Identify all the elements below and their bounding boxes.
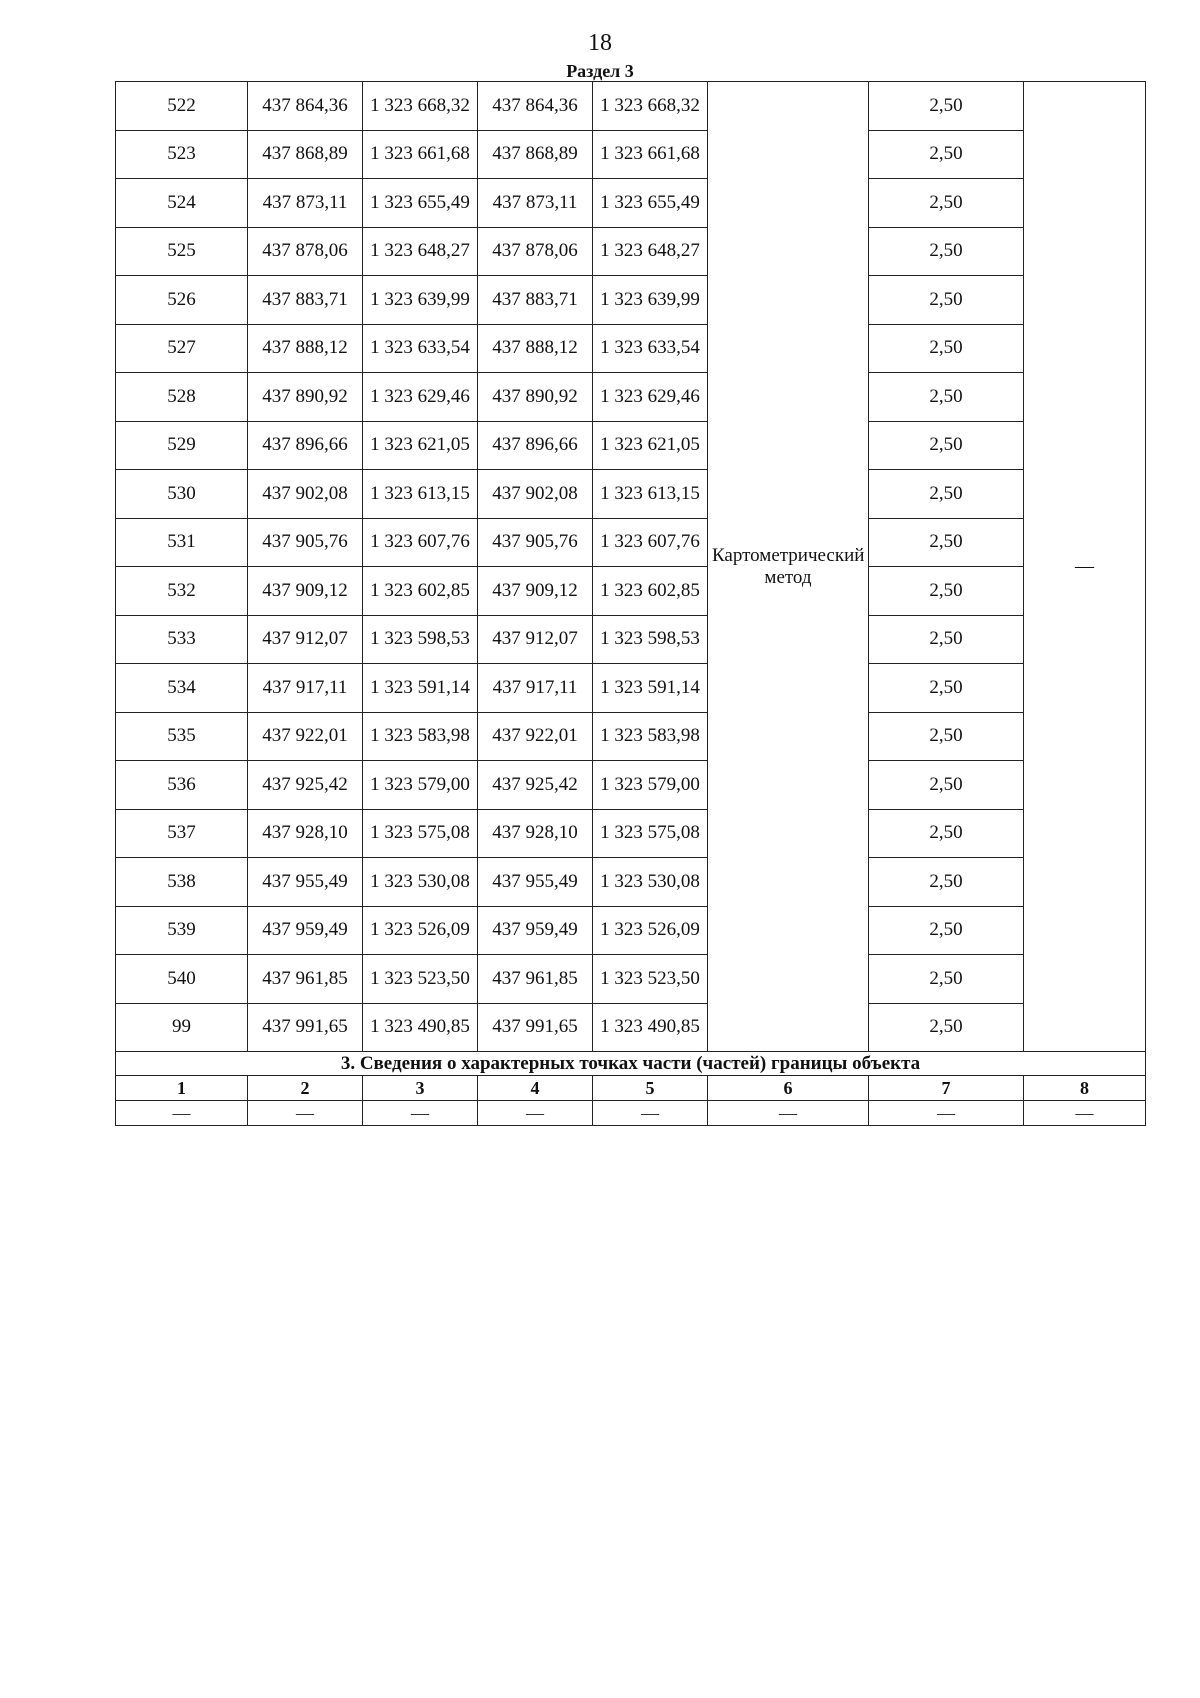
x-coordinate-cell: 437 890,92 [248, 373, 363, 422]
accuracy-cell: 2,50 [869, 130, 1024, 179]
x-coordinate-cell: 437 928,10 [248, 809, 363, 858]
accuracy-cell: 2,50 [869, 227, 1024, 276]
point-number-cell: 538 [116, 858, 248, 907]
y-coordinate-cell: 1 323 633,54 [593, 324, 708, 373]
x-coordinate-cell: 437 909,12 [248, 567, 363, 616]
table-row [116, 761, 1146, 810]
table-row [116, 615, 1146, 664]
x-coordinate-cell: 437 912,07 [248, 615, 363, 664]
table-row [116, 664, 1146, 713]
x-coordinate-cell: 437 922,01 [248, 712, 363, 761]
column-number: 6 [708, 1076, 869, 1101]
x-coordinate-cell: 437 959,49 [478, 906, 593, 955]
x-coordinate-cell: 437 912,07 [478, 615, 593, 664]
x-coordinate-cell: 437 896,66 [478, 421, 593, 470]
x-coordinate-cell: 437 902,08 [478, 470, 593, 519]
point-number-cell: 525 [116, 227, 248, 276]
accuracy-cell: 2,50 [869, 567, 1024, 616]
x-coordinate-cell: 437 905,76 [478, 518, 593, 567]
point-number-cell: 529 [116, 421, 248, 470]
x-coordinate-cell: 437 883,71 [248, 276, 363, 325]
table-row [116, 276, 1146, 325]
point-number-cell: 523 [116, 130, 248, 179]
x-coordinate-cell: 437 864,36 [248, 82, 363, 131]
column-number-row [116, 1076, 1146, 1101]
y-coordinate-cell: 1 323 633,54 [363, 324, 478, 373]
empty-cell: — [1024, 1101, 1146, 1126]
x-coordinate-cell: 437 905,76 [248, 518, 363, 567]
point-number-cell: 530 [116, 470, 248, 519]
y-coordinate-cell: 1 323 668,32 [593, 82, 708, 131]
y-coordinate-cell: 1 323 490,85 [593, 1003, 708, 1052]
point-number-cell: 526 [116, 276, 248, 325]
y-coordinate-cell: 1 323 639,99 [363, 276, 478, 325]
x-coordinate-cell: 437 955,49 [478, 858, 593, 907]
y-coordinate-cell: 1 323 621,05 [363, 421, 478, 470]
x-coordinate-cell: 437 888,12 [478, 324, 593, 373]
accuracy-cell: 2,50 [869, 858, 1024, 907]
accuracy-cell: 2,50 [869, 421, 1024, 470]
accuracy-cell: 2,50 [869, 1003, 1024, 1052]
y-coordinate-cell: 1 323 591,14 [593, 664, 708, 713]
section3-heading-row [116, 1052, 1146, 1076]
y-coordinate-cell: 1 323 629,46 [363, 373, 478, 422]
empty-cell: — [708, 1101, 869, 1126]
coordinates-table-body [116, 82, 1146, 1126]
y-coordinate-cell: 1 323 655,49 [593, 179, 708, 228]
accuracy-cell: 2,50 [869, 518, 1024, 567]
point-number-cell: 535 [116, 712, 248, 761]
description-cell: — [1024, 82, 1146, 1052]
point-number-cell: 533 [116, 615, 248, 664]
x-coordinate-cell: 437 873,11 [248, 179, 363, 228]
y-coordinate-cell: 1 323 523,50 [363, 955, 478, 1004]
x-coordinate-cell: 437 961,85 [478, 955, 593, 1004]
y-coordinate-cell: 1 323 613,15 [363, 470, 478, 519]
accuracy-cell: 2,50 [869, 470, 1024, 519]
point-number-cell: 532 [116, 567, 248, 616]
y-coordinate-cell: 1 323 523,50 [593, 955, 708, 1004]
y-coordinate-cell: 1 323 583,98 [593, 712, 708, 761]
y-coordinate-cell: 1 323 602,85 [363, 567, 478, 616]
empty-cell: — [593, 1101, 708, 1126]
point-number-cell: 522 [116, 82, 248, 131]
x-coordinate-cell: 437 902,08 [248, 470, 363, 519]
empty-cell: — [869, 1101, 1024, 1126]
point-number-cell: 539 [116, 906, 248, 955]
y-coordinate-cell: 1 323 526,09 [593, 906, 708, 955]
accuracy-cell: 2,50 [869, 179, 1024, 228]
table-row [116, 373, 1146, 422]
x-coordinate-cell: 437 925,42 [248, 761, 363, 810]
x-coordinate-cell: 437 955,49 [248, 858, 363, 907]
y-coordinate-cell: 1 323 598,53 [593, 615, 708, 664]
point-number-cell: 540 [116, 955, 248, 1004]
point-number-cell: 528 [116, 373, 248, 422]
column-number: 5 [593, 1076, 708, 1101]
table-row [116, 1003, 1146, 1052]
x-coordinate-cell: 437 991,65 [248, 1003, 363, 1052]
table-row [116, 82, 1146, 131]
x-coordinate-cell: 437 917,11 [248, 664, 363, 713]
accuracy-cell: 2,50 [869, 761, 1024, 810]
table-row [116, 518, 1146, 567]
x-coordinate-cell: 437 878,06 [478, 227, 593, 276]
table-row [116, 858, 1146, 907]
x-coordinate-cell: 437 922,01 [478, 712, 593, 761]
empty-cell: — [116, 1101, 248, 1126]
x-coordinate-cell: 437 959,49 [248, 906, 363, 955]
y-coordinate-cell: 1 323 530,08 [593, 858, 708, 907]
table-row [116, 324, 1146, 373]
table-row [116, 712, 1146, 761]
point-number-cell: 524 [116, 179, 248, 228]
accuracy-cell: 2,50 [869, 615, 1024, 664]
y-coordinate-cell: 1 323 575,08 [363, 809, 478, 858]
table-row [116, 421, 1146, 470]
point-number-cell: 534 [116, 664, 248, 713]
accuracy-cell: 2,50 [869, 324, 1024, 373]
point-number-cell: 537 [116, 809, 248, 858]
y-coordinate-cell: 1 323 668,32 [363, 82, 478, 131]
coordinates-table [115, 81, 1146, 1126]
x-coordinate-cell: 437 868,89 [248, 130, 363, 179]
x-coordinate-cell: 437 909,12 [478, 567, 593, 616]
table-row [116, 179, 1146, 228]
y-coordinate-cell: 1 323 639,99 [593, 276, 708, 325]
y-coordinate-cell: 1 323 648,27 [363, 227, 478, 276]
x-coordinate-cell: 437 888,12 [248, 324, 363, 373]
empty-cell: — [478, 1101, 593, 1126]
x-coordinate-cell: 437 925,42 [478, 761, 593, 810]
table-row [116, 567, 1146, 616]
y-coordinate-cell: 1 323 579,00 [593, 761, 708, 810]
method-cell: Картометрический метод [708, 82, 869, 1052]
empty-cell: — [248, 1101, 363, 1126]
column-number: 4 [478, 1076, 593, 1101]
x-coordinate-cell: 437 928,10 [478, 809, 593, 858]
accuracy-cell: 2,50 [869, 955, 1024, 1004]
y-coordinate-cell: 1 323 602,85 [593, 567, 708, 616]
column-number: 2 [248, 1076, 363, 1101]
point-number-cell: 527 [116, 324, 248, 373]
x-coordinate-cell: 437 896,66 [248, 421, 363, 470]
table-row [116, 955, 1146, 1004]
y-coordinate-cell: 1 323 598,53 [363, 615, 478, 664]
table-row [116, 906, 1146, 955]
accuracy-cell: 2,50 [869, 373, 1024, 422]
point-number-cell: 99 [116, 1003, 248, 1052]
y-coordinate-cell: 1 323 583,98 [363, 712, 478, 761]
x-coordinate-cell: 437 890,92 [478, 373, 593, 422]
accuracy-cell: 2,50 [869, 664, 1024, 713]
y-coordinate-cell: 1 323 613,15 [593, 470, 708, 519]
page-number: 18 [588, 30, 612, 56]
y-coordinate-cell: 1 323 579,00 [363, 761, 478, 810]
x-coordinate-cell: 437 873,11 [478, 179, 593, 228]
point-number-cell: 536 [116, 761, 248, 810]
x-coordinate-cell: 437 868,89 [478, 130, 593, 179]
table-row [116, 130, 1146, 179]
column-number: 3 [363, 1076, 478, 1101]
section3-heading: 3. Сведения о характерных точках части (частей) границы объекта [116, 1052, 1146, 1076]
table-row [116, 470, 1146, 519]
accuracy-cell: 2,50 [869, 906, 1024, 955]
column-number: 7 [869, 1076, 1024, 1101]
x-coordinate-cell: 437 883,71 [478, 276, 593, 325]
x-coordinate-cell: 437 991,65 [478, 1003, 593, 1052]
accuracy-cell: 2,50 [869, 82, 1024, 131]
y-coordinate-cell: 1 323 490,85 [363, 1003, 478, 1052]
accuracy-cell: 2,50 [869, 712, 1024, 761]
y-coordinate-cell: 1 323 607,76 [593, 518, 708, 567]
y-coordinate-cell: 1 323 648,27 [593, 227, 708, 276]
y-coordinate-cell: 1 323 661,68 [593, 130, 708, 179]
x-coordinate-cell: 437 917,11 [478, 664, 593, 713]
column-number: 1 [116, 1076, 248, 1101]
y-coordinate-cell: 1 323 526,09 [363, 906, 478, 955]
y-coordinate-cell: 1 323 621,05 [593, 421, 708, 470]
y-coordinate-cell: 1 323 607,76 [363, 518, 478, 567]
section-title: Раздел 3 [566, 61, 634, 81]
y-coordinate-cell: 1 323 661,68 [363, 130, 478, 179]
y-coordinate-cell: 1 323 655,49 [363, 179, 478, 228]
column-number: 8 [1024, 1076, 1146, 1101]
x-coordinate-cell: 437 864,36 [478, 82, 593, 131]
y-coordinate-cell: 1 323 530,08 [363, 858, 478, 907]
table-row [116, 809, 1146, 858]
y-coordinate-cell: 1 323 591,14 [363, 664, 478, 713]
empty-cell: — [363, 1101, 478, 1126]
x-coordinate-cell: 437 961,85 [248, 955, 363, 1004]
y-coordinate-cell: 1 323 629,46 [593, 373, 708, 422]
empty-data-row [116, 1101, 1146, 1126]
y-coordinate-cell: 1 323 575,08 [593, 809, 708, 858]
accuracy-cell: 2,50 [869, 276, 1024, 325]
table-row [116, 227, 1146, 276]
point-number-cell: 531 [116, 518, 248, 567]
accuracy-cell: 2,50 [869, 809, 1024, 858]
x-coordinate-cell: 437 878,06 [248, 227, 363, 276]
